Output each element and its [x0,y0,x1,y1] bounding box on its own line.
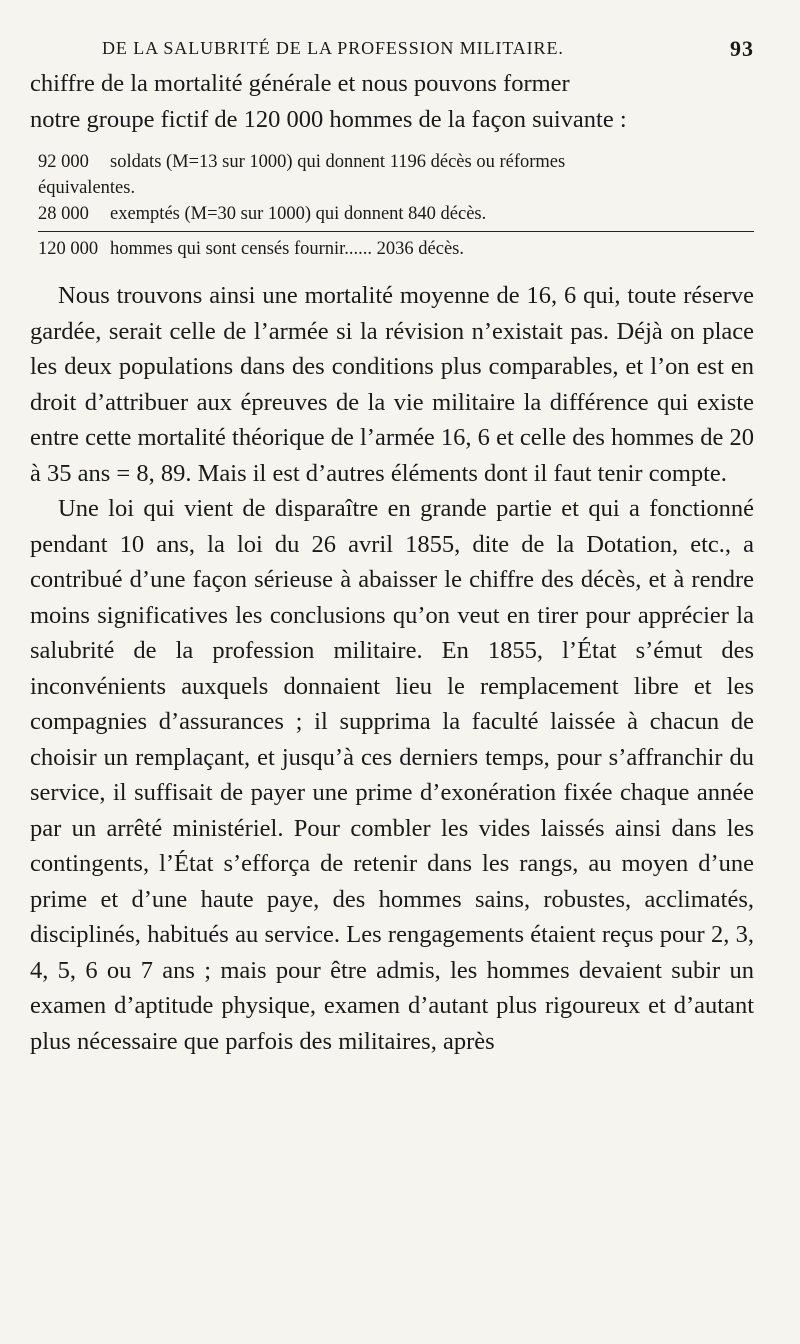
page-number: 93 [730,36,754,61]
opening-line-1: chiffre de la mortalité générale et nous pouvons former [30,70,570,97]
paragraph: Une loi qui vient de disparaître en grande partie et qui a fonctionné pendant 10 ans, la loi du 26 avril 1855, dite de la Dotation, etc., a contribué d’une façon sérieuse à abaisser le chiffre des décès, et à rendre moins significatives les conclusions qu’on veut en tirer pour apprécier la salubrité de la profession militaire. En 1855, l’État s’émut des inconvénients auxquels donnaient lieu le remplacement libre et les compagnies d’assurances ; il supprima la faculté laissée à chacun de choisir un remplaçant, et jusqu’à ces derniers temps, pour s’affranchir du service, il suffisait de payer une prime d’exonération fixée chaque année par un arrêté ministériel. Pour combler les vides laissés ainsi dans les contingents, l’État s’efforça de retenir dans les rangs, au moyen d’une prime et d’une haute paye, des hommes sains, robustes, acclimatés, disciplinés, habitués au service. Les rengagements étaient reçus pour 2, 3, 4, 5, 6 ou 7 ans ; mais pour être admis, les hommes devaient subir un examen d’aptitude physique, examen d’autant plus rigoureux et d’autant plus nécessaire que parfois des militaires, après [30,495,754,1055]
table-row-number: 28 000 [38,204,89,224]
table-total-number: 120 000 [38,239,99,259]
table-total-text: hommes qui sont censés fournir...... 2036 décès. [110,239,465,259]
table-total-row [38,236,754,262]
mortality-table [30,149,754,262]
table-row-number: 92 000 [38,152,89,172]
table-total-rule [38,231,754,232]
table-row [38,201,754,227]
running-head [30,36,754,66]
page-body [30,66,754,137]
main-text [30,278,754,1059]
table-row-continuation: équivalentes. [38,178,136,198]
table-row-text: soldats (M=13 sur 1000) qui donnent 1196 décès ou réformes [110,152,566,172]
running-head-title: DE LA SALUBRITÉ DE LA PROFESSION MILITAIRE. [102,38,564,58]
table-row-text: exemptés (M=30 sur 1000) qui donnent 840 décès. [110,204,487,224]
opening-line-2: notre groupe fictif de 120 000 hommes de la façon suivante : [30,105,627,133]
paragraph: Nous trouvons ainsi une mortalité moyenne de 16, 6 qui, toute réserve gardée, serait celle de l’armée si la révision n’existait pas. Déjà on place les deux populations dans des conditions plus comparables, et l’on est en droit d’attribuer aux épreuves de la vie militaire la différence qui existe entre cette mortalité théorique de l’armée 16, 6 et celle des hommes de 20 à 35 ans = 8, 89. Mais il est d’autres éléments dont il faut tenir compte. [30,282,754,487]
table-row [38,149,754,175]
